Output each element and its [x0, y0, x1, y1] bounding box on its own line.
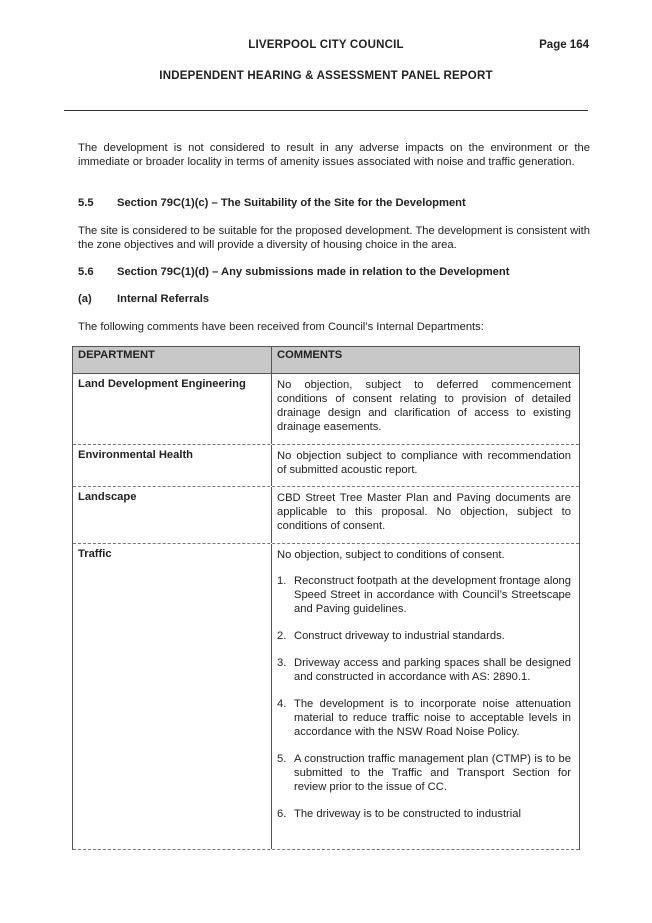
item-text: The driveway is to be constructed to industrial: [294, 808, 521, 820]
list-item: [277, 697, 571, 739]
item-text: A construction traffic management plan (CTMP) is to be submitted to the Traffic and Transport Section for review prior to the issue of CC.: [294, 753, 571, 793]
item-number: 5.: [277, 753, 287, 765]
comment-text: CBD Street Tree Master Plan and Paving documents are applicable to this proposal. No objection, subject to conditions of consent.: [277, 492, 571, 532]
referrals-intro: The following comments have been received from Council’s Internal Departments:: [78, 321, 484, 333]
list-item: [277, 752, 571, 794]
header-comments: COMMENTS: [277, 349, 343, 361]
section-number: 5.6: [78, 266, 94, 278]
subsection-title: Internal Referrals: [117, 293, 210, 305]
traffic-conditions-list: [277, 574, 571, 821]
comment-text: No objection, subject to conditions of consent.: [277, 549, 505, 561]
section-5-6-heading: [78, 266, 509, 278]
comment-cell: [272, 374, 577, 444]
department-cell: Land Development Engineering: [73, 374, 272, 444]
item-text: Construct driveway to industrial standards.: [294, 630, 505, 642]
item-number: 4.: [277, 698, 287, 710]
subsection-a-heading: [78, 293, 209, 305]
table-row: [73, 544, 579, 850]
item-number: 2.: [277, 630, 287, 642]
section-5-5-heading: [78, 197, 466, 209]
department-cell: Traffic: [73, 544, 272, 849]
header-department: DEPARTMENT: [73, 347, 272, 373]
list-item: [277, 574, 571, 616]
header-divider: [64, 110, 588, 111]
table-row: [73, 374, 579, 445]
comment-text: No objection, subject to deferred commencement conditions of consent relating to provision of detailed drainage design and clarification of access to existing drainage easements.: [277, 379, 571, 433]
list-item: [277, 656, 571, 684]
item-text: Driveway access and parking spaces shall be designed and constructed in accordance with AS: 2890.1.: [294, 657, 571, 683]
page-number: Page 164: [539, 39, 589, 51]
table-row: [73, 487, 579, 544]
section-title: Section 79C(1)(d) – Any submissions made in relation to the Development: [117, 266, 510, 278]
item-text: The development is to incorporate noise attenuation material to reduce traffic noise to acceptable levels in accordance with the NSW Road Noise Policy.: [294, 698, 571, 738]
list-item: [277, 629, 571, 643]
referrals-table: [72, 346, 580, 850]
table-header: [73, 347, 579, 374]
item-number: 1.: [277, 575, 287, 587]
section-5-5-paragraph: The site is considered to be suitable for the proposed development. The development is consistent with the zone objectives and will provide a diversity of housing choice in the area.: [78, 225, 590, 251]
section-number: 5.5: [78, 197, 94, 209]
department-cell: Landscape: [73, 487, 272, 543]
comment-cell: [272, 487, 577, 543]
comment-cell: [272, 544, 577, 849]
intro-paragraph: The development is not considered to result in any adverse impacts on the environment or the immediate or broader locality in terms of amenity issues associated with noise and traffic generation.: [78, 142, 590, 168]
subsection-number: (a): [78, 293, 92, 305]
item-number: 3.: [277, 657, 287, 669]
comment-cell: [272, 445, 577, 486]
comment-text: No objection subject to compliance with recommendation of submitted acoustic report.: [277, 450, 571, 476]
council-name: LIVERPOOL CITY COUNCIL: [248, 39, 404, 51]
department-cell: Environmental Health: [73, 445, 272, 486]
list-item: [277, 807, 571, 821]
section-title: Section 79C(1)(c) – The Suitability of the Site for the Development: [117, 197, 466, 209]
report-title: INDEPENDENT HEARING & ASSESSMENT PANEL REPORT: [159, 70, 493, 82]
item-text: Reconstruct footpath at the development frontage along Speed Street in accordance with Council’s Streetscape and Paving guidelines.: [294, 575, 571, 615]
item-number: 6.: [277, 808, 287, 820]
table-row: [73, 445, 579, 487]
